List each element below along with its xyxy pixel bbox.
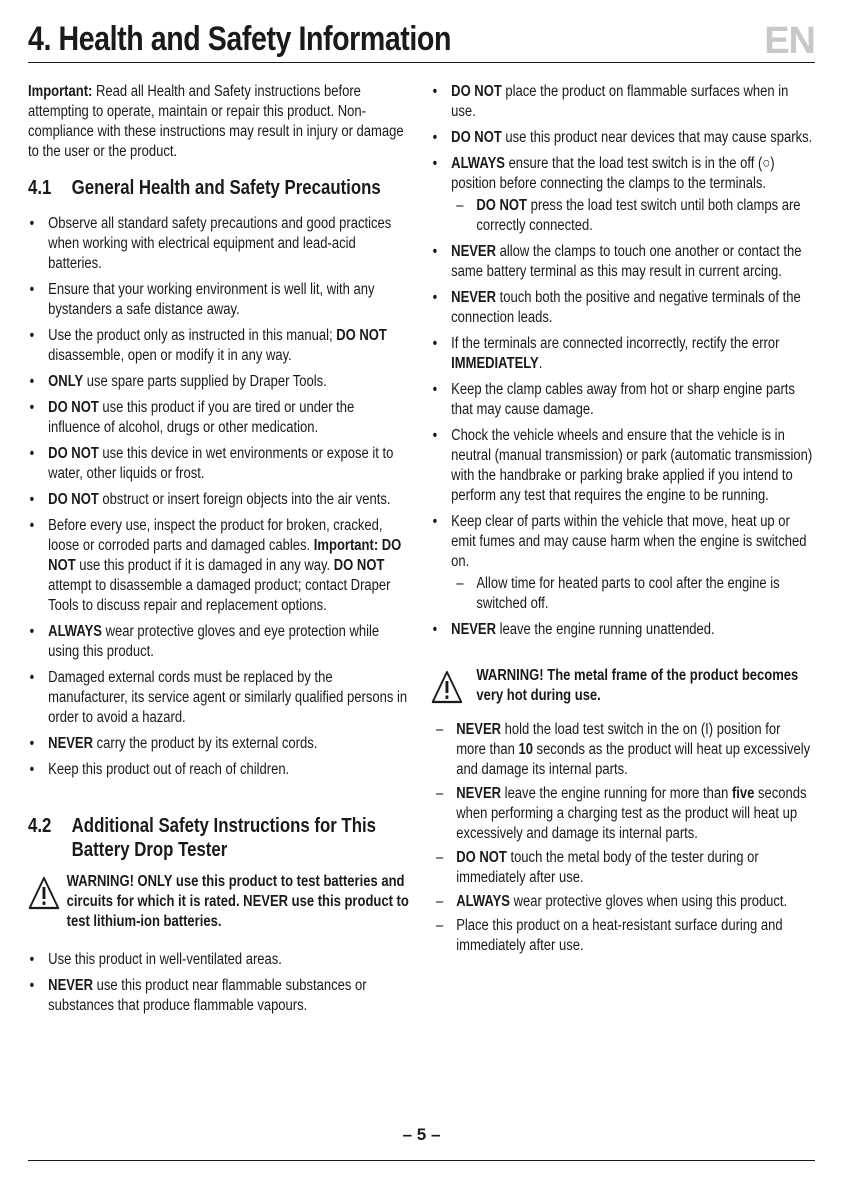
list-item: • Damaged external cords must be replaced by the manufacturer, its service agent or similarly qualified persons in order to avoid a hazard. [28, 668, 409, 728]
list-item: • Keep this product out of reach of children. [28, 760, 409, 780]
intro-paragraph: Important: Read all Health and Safety instructions before attempting to operate, maintain or repair this product. Non-compliance with these instructions may result in injury or damage to the user or the product. [28, 83, 404, 160]
list-item: • Observe all standard safety precautions and good practices when working with electrical equipment and lead-acid batteries. [28, 214, 409, 274]
warning-text: WARNING! The metal frame of the product becomes very hot during use. [476, 667, 799, 704]
list-item: • Keep clear of parts within the vehicle that move, heat up or emit fumes and may cause harm when the engine is switched on. – Allow time for heated parts to cool after the engine is switched off. [431, 512, 812, 614]
additional-instructions-list [28, 950, 409, 1016]
list-item: • DO NOT place the product on flammable surfaces when in use. [431, 82, 812, 122]
list-item: • Use this product in well-ventilated areas. [28, 950, 409, 970]
header-rule [28, 62, 815, 63]
sub-list-item: – DO NOT touch the metal body of the tester during or immediately after use. [431, 848, 812, 888]
list-item: • NEVER carry the product by its external cords. [28, 734, 409, 754]
warning-text: WARNING! ONLY use this product to test batteries and circuits for which it is rated. NEVER use this product to test lithium-ion batteries. [66, 873, 409, 930]
right-column [431, 82, 812, 960]
list-item: • Keep the clamp cables away from hot or sharp engine parts that may cause damage. [431, 380, 812, 420]
warning-triangle-icon [28, 876, 60, 910]
list-item: • DO NOT obstruct or insert foreign objects into the air vents. [28, 490, 409, 510]
list-item: • DO NOT use this product if you are tired or under the influence of alcohol, drugs or other medication. [28, 398, 409, 438]
sub-list-item: – Place this product on a heat-resistant surface during and immediately after use. [431, 916, 812, 956]
footer-rule [28, 1160, 815, 1161]
sub-list-item: – NEVER hold the load test switch in the on (I) position for more than 10 seconds as the product will heat up excessively and damage its internal parts. [431, 720, 812, 780]
sub-list [451, 574, 812, 614]
list-item: • DO NOT use this product near devices that may cause sparks. [431, 128, 812, 148]
list-item: • NEVER use this product near flammable substances or substances that produce flammable vapours. [28, 976, 409, 1016]
warning-block [431, 666, 812, 706]
list-item: • ONLY use spare parts supplied by Draper Tools. [28, 372, 409, 392]
additional-instructions-list-continued [431, 82, 812, 640]
section-heading-4-2: 4.2 Additional Safety Instructions for This Battery Drop Tester [28, 815, 376, 861]
language-badge: EN [764, 20, 815, 62]
page-title: 4. Health and Safety Information [28, 20, 451, 58]
sub-list-item: – NEVER leave the engine running for more than five seconds when performing a charging test as the product will heat up excessively and damage its internal parts. [431, 784, 812, 844]
sub-list [451, 196, 812, 236]
warning-block [28, 872, 409, 932]
list-item: • If the terminals are connected incorrectly, rectify the error IMMEDIATELY. [431, 334, 812, 374]
sub-list-item: – Allow time for heated parts to cool after the engine is switched off. [451, 574, 812, 614]
list-item: • ALWAYS wear protective gloves and eye protection while using this product. [28, 622, 409, 662]
warning-triangle-icon [431, 670, 463, 704]
section-heading-4-1: 4.1 General Health and Safety Precautions [28, 177, 381, 199]
left-column [28, 82, 409, 1022]
sub-list-item: – DO NOT press the load test switch until both clamps are correctly connected. [451, 196, 812, 236]
general-precautions-list [28, 214, 409, 780]
list-item: • ALWAYS ensure that the load test switch is in the off (○) position before connecting the clamps to the terminals. – DO NOT press the load test switch until both clamps are correctly connected. [431, 154, 812, 236]
sub-list-item: – ALWAYS wear protective gloves when using this product. [431, 892, 812, 912]
list-item: • Before every use, inspect the product for broken, cracked, loose or corroded parts and damaged cables. Important: DO NOT use this product if it is damaged in any way. DO NOT attempt to disassemble a damaged product; contact Draper Tools to discuss repair and replacement options. [28, 516, 409, 616]
list-item: • DO NOT use this device in wet environments or expose it to water, other liquids or frost. [28, 444, 409, 484]
list-item: • NEVER allow the clamps to touch one another or contact the same battery terminal as this may result in current arcing. [431, 242, 812, 282]
list-item: • NEVER touch both the positive and negative terminals of the connection leads. [431, 288, 812, 328]
list-item: • Chock the vehicle wheels and ensure that the vehicle is in neutral (manual transmission) or park (automatic transmission) with the handbrake or parking brake applied if you intend to perform any test that requires the engine to be running. [431, 426, 812, 506]
heat-warning-list [431, 720, 812, 956]
list-item: • Ensure that your working environment is well lit, with any bystanders a safe distance away. [28, 280, 409, 320]
list-item: • NEVER leave the engine running unattended. [431, 620, 812, 640]
page-number: – 5 – [402, 1125, 441, 1144]
list-item: • Use the product only as instructed in this manual; DO NOT disassemble, open or modify it in any way. [28, 326, 409, 366]
